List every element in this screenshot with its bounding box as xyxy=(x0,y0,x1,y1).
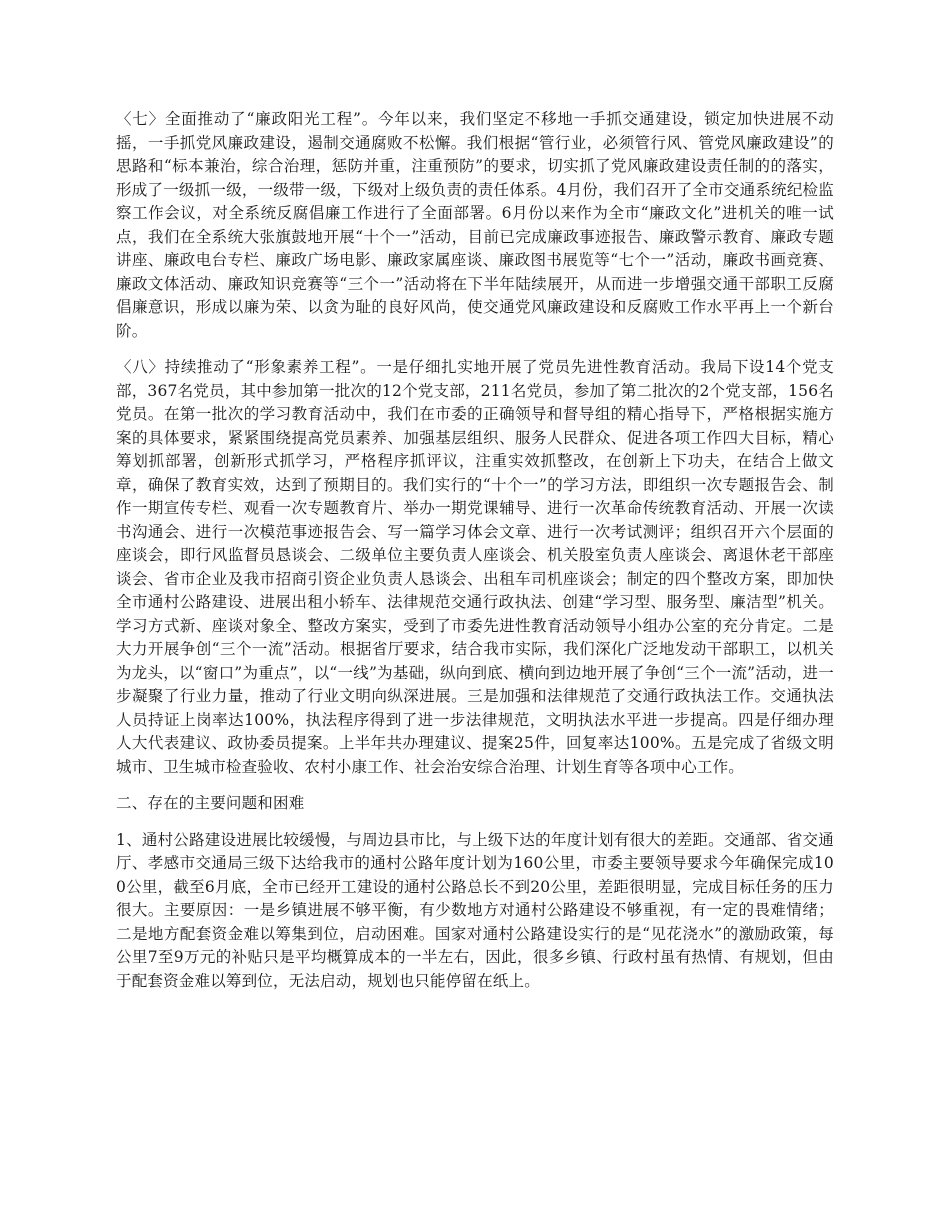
document-body xyxy=(116,108,834,1006)
paragraph-image-quality-project: 〈八〉持续推动了“形象素养工程”。一是仔细扎实地开展了党员先进性教育活动。我局下设14个党支部，367名党员，其中参加第一批次的12个党支部，211名党员，参加了第二批次的2个党支部，156名党员。在第一批次的学习教育活动中，我们在市委的正确领导和督导组的精心指导下，严格根据实施方案的具体要求，紧紧围绕提高党员素养、加强基层组织、服务人民群众、促进各项工作四大目标，精心筹划抓部署，创新形式抓学习，严格程序抓评议，注重实效抓整改，在创新上下功夫，在结合上做文章，确保了教育实效，达到了预期目的。我们实行的“十个一”的学习方法，即组织一次专题报告会、制作一期宣传专栏、观看一次专题教育片、举办一期党课辅导、进行一次革命传统教育活动、开展一次读书沟通会、进行一次模范事迹报告会、写一篇学习体会文章、进行一次考试测评；组织召开六个层面的座谈会，即行风监督员恳谈会、二级单位主要负责人座谈会、机关股室负责人座谈会、离退休老干部座谈会、省市企业及我市招商引资企业负责人恳谈会、出租车司机座谈会；制定的四个整改方案，即加快全市通村公路建设、进展出租小轿车、法律规范交通行政执法、创建“学习型、服务型、廉洁型”机关。学习方式新、座谈对象全、整改方案实，受到了市委先进性教育活动领导小组办公室的充分肯定。二是大力开展争创“三个一流”活动。根据省厅要求，结合我市实际，我们深化广泛地发动干部职工，以机关为龙头，以“窗口”为重点”，以“一线”为基础，纵向到底、横向到边地开展了争创“三个一流”活动，进一步凝聚了行业力量，推动了行业文明向纵深进展。三是加强和法律规范了交通行政执法工作。交通执法人员持证上岗率达100%，执法程序得到了进一步法律规范，文明执法水平进一步提高。四是仔细办理人大代表建议、政协委员提案。上半年共办理建议、提案25件，回复率达100%。五是完成了省级文明城市、卫生城市检查验收、农村小康工作、社会治安综合治理、计划生育等各项中心工作。 xyxy=(116,358,834,776)
paragraph-integrity-project: 〈七〉全面推动了“廉政阳光工程”。今年以来，我们坚定不移地一手抓交通建设，锁定加快进展不动摇，一手抓党风廉政建设，遏制交通腐败不松懈。我们根据“管行业，必须管行风、管党风廉政建设”的思路和“标本兼治，综合治理，惩防并重，注重预防”的要求，切实抓了党风廉政建设责任制的的落实，形成了一级抓一级，一级带一级，下级对上级负责的责任体系。4月份，我们召开了全市交通系统纪检监察工作会议，对全系统反腐倡廉工作进行了全面部署。6月份以来作为全市“廉政文化”进机关的唯一试点，我们在全系统大张旗鼓地开展“十个一”活动，目前已完成廉政事迹报告、廉政警示教育、廉政专题讲座、廉政电台专栏、廉政广场电影、廉政家属座谈、廉政图书展览等“七个一”活动，廉政书画竞赛、廉政文体活动、廉政知识竞赛等“三个一”活动将在下半年陆续展开，从而进一步增强交通干部职工反腐倡廉意识，形成以廉为荣、以贪为耻的良好风尚，使交通党风廉政建设和反腐败工作水平再上一个新台阶。 xyxy=(116,110,834,340)
section-heading-problems: 二、存在的主要问题和困难 xyxy=(116,794,305,812)
paragraph-village-roads: 1、通村公路建设进展比较缓慢，与周边县市比，与上级下达的年度计划有很大的差距。交通部、省交通厅、孝感市交通局三级下达给我市的通村公路年度计划为160公里，市委主要领导要求今年确保完成100公里，截至6月底，全市已经开工建设的通村公路总长不到20公里，差距很明显，完成目标任务的压力很大。主要原因：一是乡镇进展不够平衡，有少数地方对通村公路建设不够重视，有一定的畏难情绪；二是地方配套资金难以筹集到位，启动困难。国家对通村公路建设实行的是“见花浇水”的激励政策，每公里7至9万元的补贴只是平均概算成本的一半左右，因此，很多乡镇、行政村虽有热情、有规划，但由于配套资金难以筹到位，无法启动，规划也只能停留在纸上。 xyxy=(116,830,834,990)
